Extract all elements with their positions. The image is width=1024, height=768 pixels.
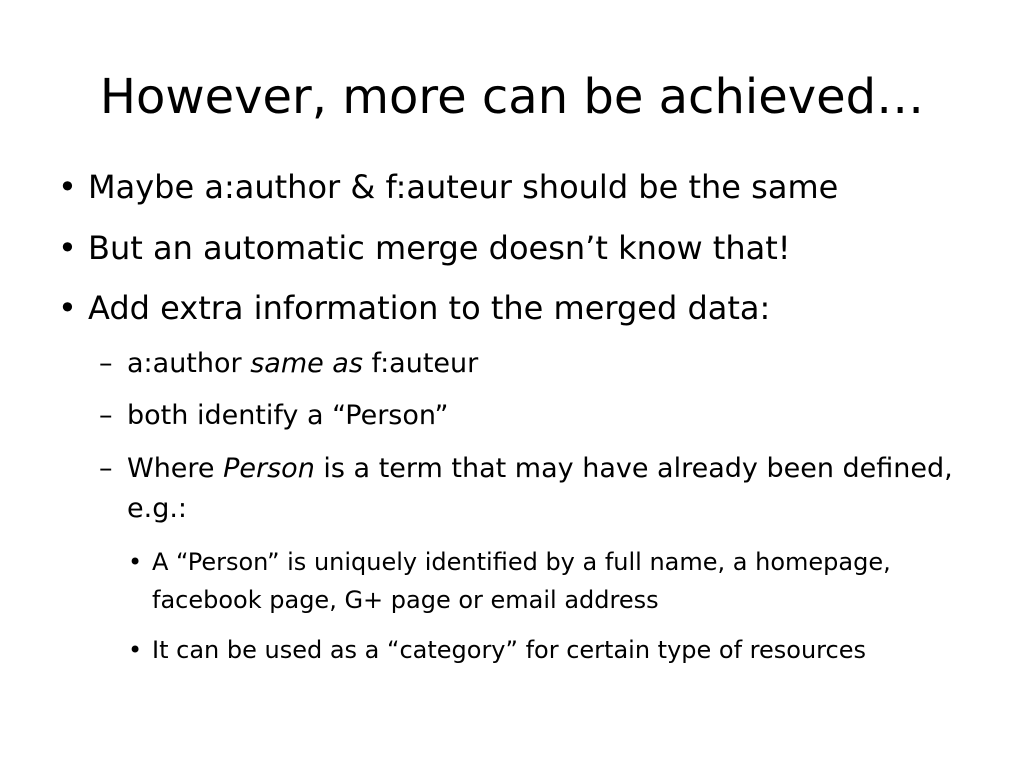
bullet-text: But an automatic merge doesn’t know that! [88, 229, 791, 267]
slide-title: However, more can be achieved… [99, 69, 925, 125]
bullet-marker: • [128, 548, 143, 576]
sub-sub-bullet-text: It can be used as a “category” for certain type of resources [152, 636, 866, 664]
sub-bullet-text-post: is a term that may have already been defined, e.g.: [127, 453, 953, 524]
sub-bullet-text-emphasis: same as [250, 348, 363, 379]
bullet-marker: • [58, 289, 77, 327]
dash-marker: – [99, 400, 113, 431]
dash-marker: – [99, 348, 113, 379]
bullet-item [58, 229, 978, 267]
bullet-marker: • [58, 168, 77, 206]
sub-sub-bullet-text: A “Person” is uniquely identified by a full name, a homepage, facebook page, G+ page or email address [152, 548, 891, 614]
bullet-item [58, 289, 978, 327]
bullet-marker: • [58, 229, 77, 267]
dash-marker: – [99, 453, 113, 484]
bullet-marker: • [128, 636, 143, 664]
sub-bullet-item [99, 344, 987, 384]
bullet-text: Add extra information to the merged data: [88, 289, 771, 327]
sub-bullet-text-pre: a:author [127, 348, 251, 379]
bullet-text: Maybe a:author & f:auteur should be the same [88, 168, 839, 206]
sub-bullet-item [99, 396, 987, 436]
bullet-item [58, 168, 978, 206]
sub-sub-bullet-item [128, 543, 992, 619]
sub-bullet-text: both identify a “Person” [127, 400, 449, 431]
sub-bullet-text-pre: Where [127, 453, 224, 484]
sub-sub-bullet-item [128, 631, 992, 669]
sub-bullet-text-emphasis: Person [223, 453, 315, 484]
sub-bullet-text-post: f:auteur [362, 348, 479, 379]
sub-bullet-item [99, 449, 987, 529]
